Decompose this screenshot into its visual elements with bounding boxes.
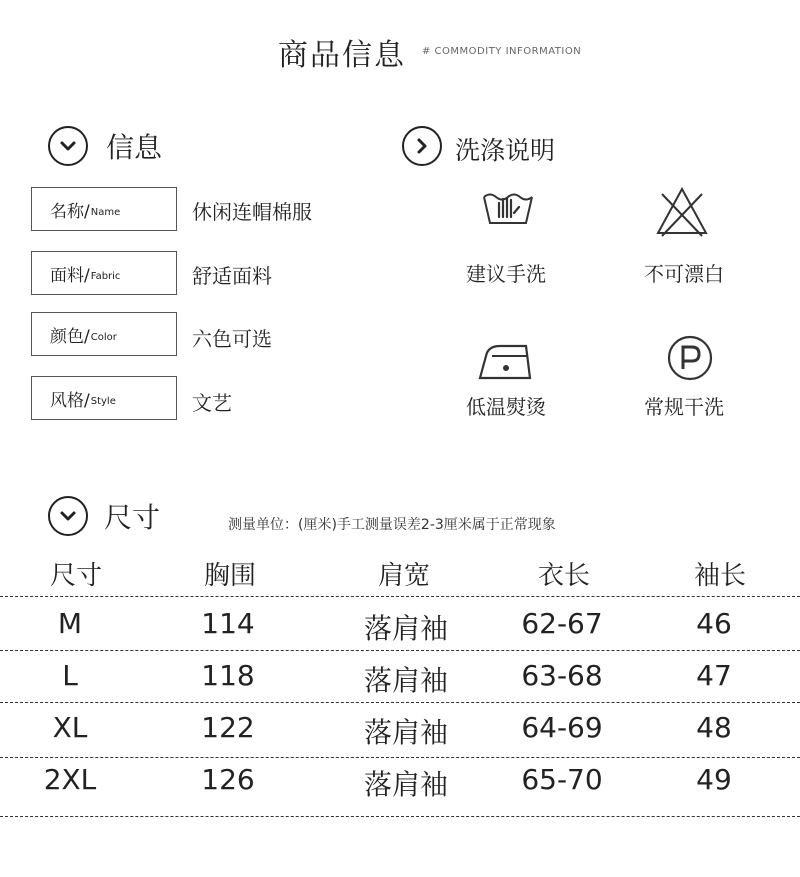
row-divider <box>0 596 800 597</box>
column-header: 肩宽 <box>377 561 430 591</box>
table-cell: 122 <box>201 711 255 744</box>
table-cell: 49 <box>696 763 732 796</box>
row-divider <box>0 816 800 817</box>
page-subtitle: # COMMODITY INFORMATION <box>422 46 582 57</box>
chevron-down-icon <box>48 496 88 536</box>
table-cell: L <box>62 659 78 692</box>
row-divider <box>0 757 800 758</box>
label-name <box>31 187 177 231</box>
chevron-right-icon <box>402 126 442 166</box>
care-label-dry-clean: 常规干洗 <box>644 395 724 419</box>
label-fabric-en: Fabric <box>90 270 121 282</box>
table-cell: 62-67 <box>521 607 603 640</box>
table-cell: 126 <box>201 763 255 796</box>
no-bleach-icon <box>654 186 710 242</box>
column-header: 衣长 <box>537 561 590 591</box>
care-label-hand-wash: 建议手洗 <box>466 262 546 286</box>
care-label-low-iron: 低温熨烫 <box>466 395 546 419</box>
table-cell: 48 <box>696 711 732 744</box>
label-style <box>31 376 177 420</box>
page-title: 商品信息 <box>278 38 406 73</box>
table-cell: XL <box>52 711 88 744</box>
label-name-cn: 名称/ <box>50 201 90 222</box>
care-label-no-bleach: 不可漂白 <box>644 262 724 286</box>
measurement-note: 测量单位：(厘米)手工测量误差2-3厘米属于正常现象 <box>228 517 556 533</box>
label-style-cn: 风格/ <box>50 390 90 411</box>
size-heading: 尺寸 <box>104 501 161 534</box>
label-color-en: Color <box>90 331 117 343</box>
label-fabric-cn: 面料/ <box>50 265 90 286</box>
table-cell: 落肩袖 <box>363 768 448 801</box>
value-fabric: 舒适面料 <box>192 264 272 288</box>
label-color-cn: 颜色/ <box>50 326 90 347</box>
chevron-down-icon <box>48 126 88 166</box>
column-header: 胸围 <box>203 561 256 591</box>
table-cell: 46 <box>696 607 732 640</box>
row-divider <box>0 650 800 651</box>
low-iron-icon <box>476 338 536 386</box>
hand-wash-icon <box>481 183 535 233</box>
value-style: 文艺 <box>192 391 232 415</box>
value-color: 六色可选 <box>192 327 272 351</box>
label-fabric <box>31 251 177 295</box>
table-cell: 63-68 <box>521 659 603 692</box>
info-heading: 信息 <box>106 131 163 164</box>
column-header: 袖长 <box>693 561 746 591</box>
table-cell: 47 <box>696 659 732 692</box>
row-divider <box>0 702 800 703</box>
label-style-en: Style <box>90 395 116 407</box>
table-cell: 65-70 <box>521 763 603 796</box>
table-cell: 114 <box>201 607 255 640</box>
table-cell: 2XL <box>43 763 97 796</box>
value-name: 休闲连帽棉服 <box>192 200 312 224</box>
table-cell: 落肩袖 <box>363 716 448 749</box>
dry-clean-p-icon <box>666 334 714 386</box>
care-heading: 洗涤说明 <box>455 136 556 165</box>
table-cell: 落肩袖 <box>363 664 448 697</box>
label-name-en: Name <box>90 206 121 218</box>
label-color <box>31 312 177 356</box>
table-cell: 118 <box>201 659 255 692</box>
table-cell: M <box>57 607 83 640</box>
column-header: 尺寸 <box>49 561 102 591</box>
table-cell: 64-69 <box>521 711 603 744</box>
table-cell: 落肩袖 <box>363 612 448 645</box>
